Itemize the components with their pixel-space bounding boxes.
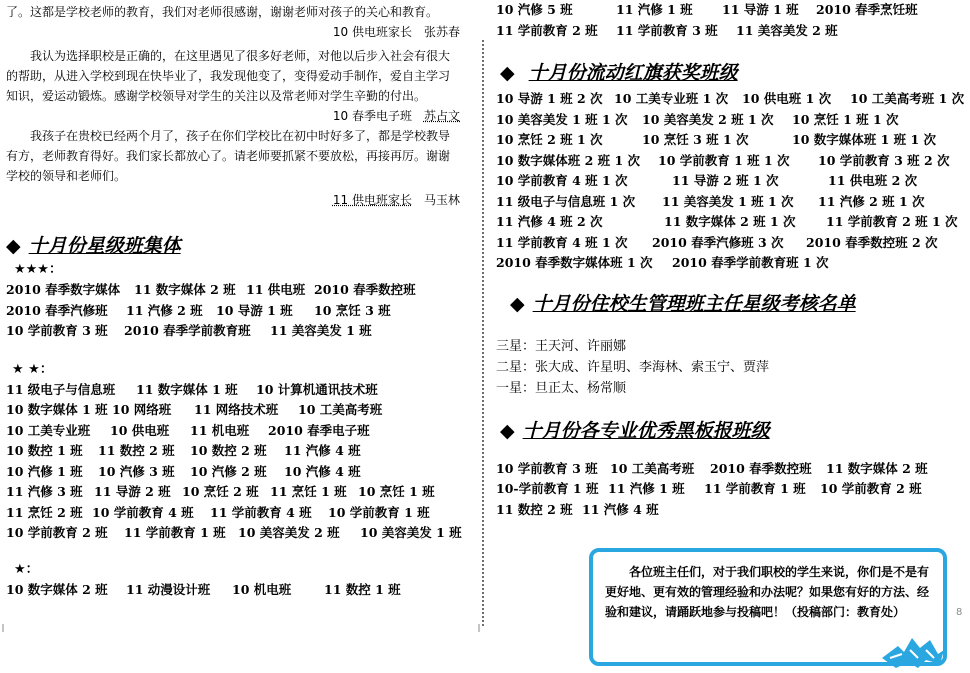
class-name: 10 烹饪 2 班 1 次 [496, 132, 603, 147]
class-name: 11 网络技术班 [194, 402, 279, 417]
letter-text-line: 我孩子在贵校已经两个月了，孩子在你们学校比在初中时好多了，都是学校教导 [30, 129, 451, 143]
class-name: 10 网络班 [112, 402, 172, 417]
class-name: 11 数控 2 班 [496, 501, 573, 517]
class-name: 11 导游 1 班 [722, 2, 799, 17]
class-name: 10 机电班 [232, 581, 292, 597]
section-heading-text: 十月份住校生管理班主任星级考核名单 [532, 292, 856, 315]
diamond-icon: ◆ [6, 235, 21, 257]
two-star-label: ★ ★： [12, 361, 53, 377]
puzzle-badge-icon [878, 628, 948, 670]
section-heading [6, 232, 468, 260]
class-name: 10-学前教育 1 班 [496, 481, 599, 496]
class-name: 10 汽修 4 班 [284, 463, 361, 479]
class-name: 11 导游 2 班 1 次 [672, 173, 779, 188]
class-row [6, 380, 468, 401]
class-name: 10 烹饪 1 班 [358, 484, 435, 499]
class-name: 11 学前教育 4 班 [210, 504, 312, 520]
signature [6, 22, 468, 42]
class-name: 2010 春季学前教育班 [124, 323, 251, 338]
class-name: 10 汽修 5 班 [496, 2, 573, 17]
blackboard-list [496, 459, 964, 521]
one-star-list [6, 580, 468, 601]
class-name: 2010 春季电子班 [268, 422, 370, 438]
class-name: 10 学前教育 3 班 [496, 460, 598, 476]
class-name: 2010 春季烹饪班 [816, 2, 918, 17]
class-name: 11 汽修 1 班 [616, 2, 693, 17]
class-name: 11 汽修 4 班 2 次 [496, 214, 603, 229]
class-name: 10 工美专业班 1 次 [614, 91, 729, 106]
class-name: 11 汽修 1 班 [608, 481, 685, 496]
class-row [496, 212, 964, 233]
class-name: 11 学前教育 4 班 1 次 [496, 234, 628, 250]
dorm-teacher-ratings [496, 336, 964, 399]
class-name: 10 计算机通讯技术班 [256, 381, 378, 397]
class-name: 2010 春季数字媒体 [6, 282, 121, 297]
class-name: 11 学前教育 1 班 [124, 525, 226, 540]
letter-text-line: 我认为选择职校是正确的，在这里遇见了很多好老师，对他以后步入社会有很大 [30, 49, 451, 63]
class-name: 10 数字媒体班 1 班 1 次 [792, 132, 937, 147]
signature-class: 10 春季电子班 [332, 109, 412, 123]
class-name: 11 动漫设计班 [126, 581, 211, 597]
one-star-label: ★： [14, 561, 39, 577]
class-name: 10 汽修 3 班 [98, 463, 175, 479]
class-name: 2010 春季数控班 [314, 282, 416, 297]
class-name: 11 汽修 3 班 [6, 484, 83, 499]
signature-name: 苏占文 [423, 109, 460, 123]
class-row [496, 479, 964, 500]
class-name: 11 数控 2 班 [98, 443, 175, 458]
red-flag-list [496, 89, 964, 274]
class-name: 2010 春季汽修班 [6, 302, 108, 318]
class-name: 11 学前教育 1 班 [704, 481, 806, 496]
rating-line: 三星：王天河、许丽娜 [496, 338, 627, 354]
class-row [6, 462, 468, 483]
class-name: 10 烹饪 2 班 [182, 484, 259, 499]
letter-text-line: 学校的领导和老师们。 [6, 169, 127, 183]
class-name: 10 学前教育 2 班 [6, 525, 108, 540]
letter-text-line: 的帮助，从进入学校到现在快毕业了，我发现他变了，变得爱动手制作，爱自主学习 [6, 69, 451, 83]
letter-text-line: 有方，老师教育得好。我们家长都放心了。请老师要抓紧不要放松，再接再厉。谢谢 [6, 149, 451, 163]
section-heading-text: 十月份流动红旗获奖班级 [528, 62, 738, 84]
diamond-icon: ◆ [510, 292, 525, 315]
star-list-continued [496, 0, 964, 41]
class-name: 10 美容美发 1 班 1 次 [496, 111, 628, 127]
class-row [6, 321, 468, 342]
class-name: 10 学前教育 4 班 [92, 504, 194, 520]
diamond-icon: ◆ [500, 62, 515, 84]
class-name: 11 机电班 [190, 422, 250, 438]
class-row [496, 0, 964, 21]
class-name: 11 美容美发 1 班 [270, 323, 372, 338]
class-name: 10 学前教育 3 班 2 次 [818, 152, 950, 168]
letter-text-line: 知识，爱运动锻炼。感谢学校领导对学生的关注以及常老师对学生辛勤的付出。 [6, 89, 427, 103]
class-name: 10 烹饪 3 班 1 次 [642, 132, 749, 147]
rating-line: 二星：张大成、许星明、李海林、索玉宁、贾萍 [496, 359, 770, 375]
class-row [496, 89, 964, 110]
class-name: 11 级电子与信息班 [6, 381, 116, 397]
class-name: 10 美容美发 1 班 [360, 525, 462, 540]
signature [6, 106, 468, 126]
class-name: 11 数字媒体 2 班 [826, 460, 928, 476]
signature-name: 张苏春 [423, 25, 460, 39]
class-name: 11 供电班 2 次 [828, 173, 918, 188]
class-name: 10 学前教育 4 班 1 次 [496, 173, 628, 188]
class-name: 2010 春季数控班 [710, 460, 812, 476]
class-name: 10 美容美发 2 班 1 次 [642, 111, 774, 127]
class-name: 10 工美高考班 [610, 460, 695, 476]
signature [6, 190, 468, 210]
class-row [496, 130, 964, 151]
class-name: 10 学前教育 2 班 [820, 481, 922, 496]
class-row [496, 459, 964, 480]
class-name: 11 汽修 4 班 [284, 443, 361, 458]
class-row [496, 171, 964, 192]
class-row [6, 482, 468, 503]
class-name: 11 数控 1 班 [324, 581, 401, 597]
section-heading-text: 十月份星级班集体 [28, 235, 181, 257]
class-name: 11 汽修 4 班 [582, 501, 659, 517]
class-row [496, 500, 964, 521]
class-name: 11 汽修 2 班 1 次 [818, 193, 925, 209]
page-number: 8 [956, 607, 963, 618]
class-name: 2010 春季数字媒体班 1 次 [496, 255, 653, 270]
class-name: 10 供电班 1 次 [742, 91, 832, 106]
class-row [496, 21, 964, 42]
three-star-list [6, 280, 468, 342]
class-row [6, 421, 468, 442]
class-name: 10 烹饪 1 班 1 次 [792, 111, 899, 127]
class-name: 2010 春季数控班 2 次 [806, 234, 938, 250]
column-divider [482, 40, 484, 626]
class-name: 10 工美高考班 [298, 402, 383, 417]
class-name: 11 学前教育 2 班 1 次 [826, 214, 958, 229]
class-name: 2010 春季汽修班 3 次 [652, 234, 784, 250]
section-heading-text: 十月份各专业优秀黑板报班级 [522, 419, 770, 442]
class-name: 11 数字媒体 2 班 1 次 [664, 214, 796, 229]
class-name: 11 学前教育 2 班 [496, 22, 598, 38]
class-row [6, 580, 468, 601]
class-row [6, 523, 468, 544]
class-name: 10 数字媒体 2 班 [6, 581, 108, 597]
class-name: 11 美容美发 2 班 [736, 22, 838, 38]
class-name: 10 数控 1 班 [6, 443, 83, 458]
class-row [6, 441, 468, 462]
class-name: 11 数字媒体 1 班 [136, 381, 238, 397]
class-name: 11 烹饪 2 班 [6, 504, 83, 520]
class-row [496, 110, 964, 131]
class-row [496, 253, 964, 274]
class-name: 10 导游 1 班 2 次 [496, 91, 603, 106]
class-row [496, 151, 964, 172]
class-row [6, 503, 468, 524]
class-row [6, 280, 468, 301]
class-row [6, 301, 468, 322]
section-heading [496, 417, 964, 445]
class-name: 10 导游 1 班 [216, 302, 293, 318]
class-name: 11 导游 2 班 [94, 484, 171, 499]
class-name: 10 工美高考班 1 次 [850, 91, 965, 106]
letter-text-line: 了。这都是学校老师的教育，我们对老师很感谢，谢谢老师对孩子的关心和教育。 [6, 5, 439, 19]
class-name: 10 美容美发 2 班 [238, 525, 340, 540]
left-column [6, 0, 468, 673]
class-name: 10 工美专业班 [6, 422, 91, 438]
three-star-label: ★★★： [14, 262, 62, 277]
class-name: 10 供电班 [110, 422, 170, 438]
class-name: 10 数字媒体班 2 班 1 次 [496, 152, 641, 168]
rating-line: 一星：旦正太、杨常顺 [496, 380, 627, 396]
class-name: 10 学前教育 1 班 [328, 504, 430, 520]
class-name: 11 供电班 [246, 282, 306, 297]
diamond-icon: ◆ [500, 419, 515, 442]
class-row [6, 400, 468, 421]
class-row [496, 192, 964, 213]
class-name: 10 汽修 2 班 [190, 463, 267, 479]
callout-text: 各位班主任们，对于我们职校的学生来说，你们是不是有更好地、更有效的管理经验和办法呢？如果您有好的方法、经验和建议，请踊跃地参与投稿吧！（投稿部门：教育处） [605, 565, 930, 619]
class-name: 10 烹饪 3 班 [314, 302, 391, 318]
class-name: 2010 春季学前教育班 1 次 [672, 255, 829, 270]
class-name: 11 数字媒体 2 班 [134, 282, 236, 297]
class-name: 10 数字媒体 1 班 [6, 402, 108, 417]
class-name: 11 汽修 2 班 [126, 302, 203, 318]
class-name: 11 学前教育 3 班 [616, 22, 718, 38]
class-name: 10 学前教育 1 班 1 次 [658, 152, 790, 168]
signature-class: 11 供电班家长 [332, 193, 412, 207]
class-row [496, 233, 964, 254]
class-name: 11 级电子与信息班 1 次 [496, 193, 636, 209]
class-name: 10 学前教育 3 班 [6, 323, 108, 338]
class-name: 11 美容美发 1 班 1 次 [662, 193, 794, 209]
section-heading [496, 290, 964, 318]
class-name: 10 汽修 1 班 [6, 463, 83, 479]
class-name: 11 烹饪 1 班 [270, 484, 347, 499]
class-name: 10 数控 2 班 [190, 443, 267, 458]
section-heading [496, 59, 964, 87]
signature-class: 10 供电班家长 [332, 25, 412, 39]
signature-name: 马玉林 [423, 193, 460, 207]
two-star-list [6, 380, 468, 544]
